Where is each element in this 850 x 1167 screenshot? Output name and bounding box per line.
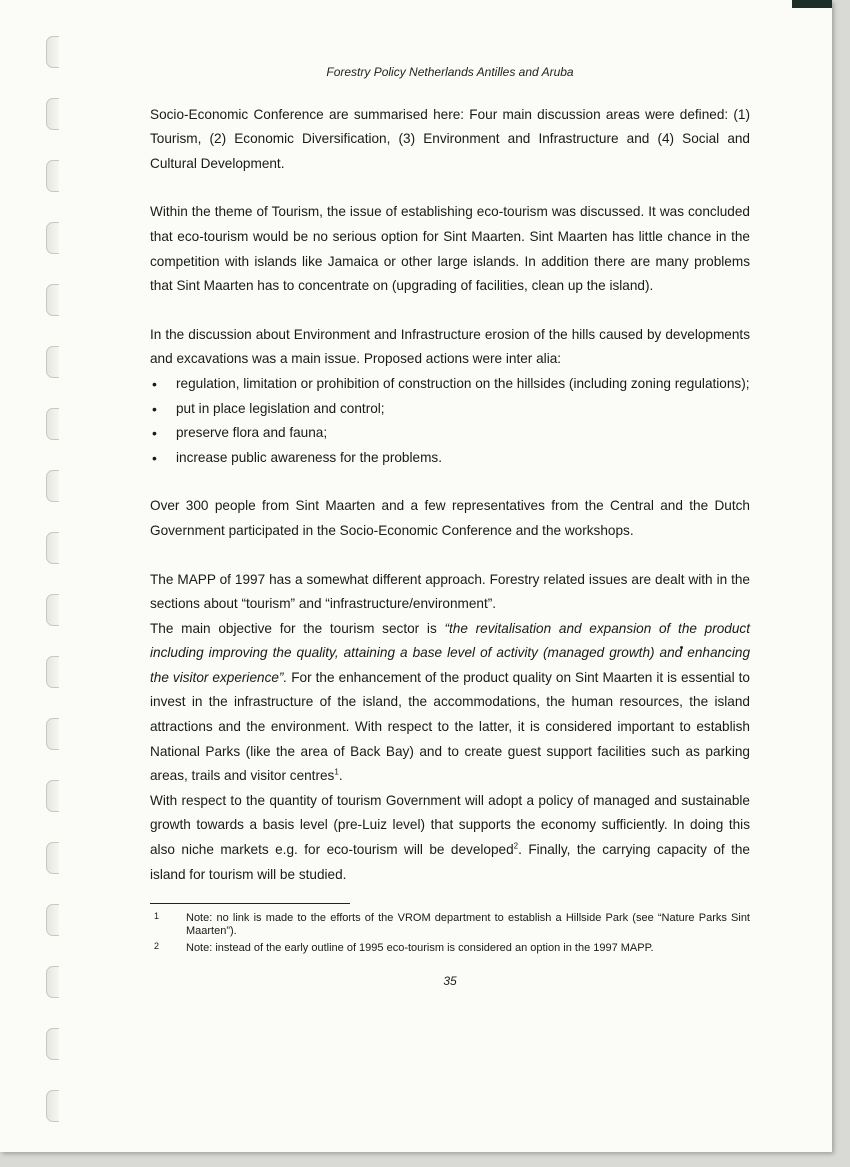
page-content [150, 60, 750, 994]
binding-hole [46, 1090, 59, 1122]
paragraph-mapp-approach: The MAPP of 1997 has a somewhat different approach. Forestry related issues are dealt with in the sections about “tourism” and “infrastructure/environment”. [150, 571, 750, 612]
footnote-mark: 2 [154, 941, 160, 952]
objective-quote: “the revitalisation and expansion of the product including improving the quality, attaining a base level of activity (managed growth) and enhancing the visitor experience”. [150, 620, 750, 685]
binding-holes [42, 26, 68, 1156]
page-number: 35 [443, 974, 457, 989]
bullet-icon: • [152, 400, 157, 417]
binding-hole [46, 1028, 59, 1060]
footnote-ref[interactable]: 2 [513, 841, 519, 851]
paragraph-conference-areas: Socio-Economic Conference are summarised here: Four main discussion areas were defined: (1) Tourism, (2) Economic Diversification, (3) Environment and Infrastructure and (4) Social and Cultural Development. [150, 106, 750, 171]
binding-hole [46, 656, 59, 688]
footnote: 1 Note: no link is made to the efforts of the VROM department to establish a Hillside Park (see “Nature Parks Sint Maarten”). [154, 911, 750, 938]
paragraph-participants: Over 300 people from Sint Maarten and a few representatives from the Central and the Dutch Government participated in the Socio-Economic Conference and the workshops. [150, 498, 750, 538]
binding-hole [46, 36, 59, 68]
binding-hole [46, 966, 59, 998]
paragraph-tourism-objective: The main objective for the tourism sector is “the revitalisation and expansion of the product including improving the quality, attaining a base level of activity (managed growth) and enhancing the visitor experience”. For the enhancement of the product quality on Sint Maarten it is essential to invest in the infrastructure of the island, the accommodations, the human resources, the island attractions and the environment. With respect to the latter, it is considered important to establish National Parks (like the area of Back Bay) and to create guest support facilities such as parking areas, trails and visitor centres$^1$. [150, 620, 750, 784]
paragraph-tourism-theme: Within the theme of Tourism, the issue of establishing eco-tourism was discussed. It was concluded that eco-tourism would be no serious option for Sint Maarten. Sint Maarten has little chance in the competition with islands like Jamaica or other large islands. In addition there are many problems that Sint Maarten has to concentrate on (upgrading of facilities, clean up the island). [150, 204, 750, 294]
footnote-ref[interactable]: 1 [334, 767, 339, 777]
footnote-mark: 1 [154, 911, 160, 922]
binding-hole [46, 470, 59, 502]
paragraph-environment-discussion: In the discussion about Environment and Infrastructure erosion of the hills caused by developments and excavations was a main issue. Proposed actions were inter alia: [150, 326, 750, 367]
binding-hole [46, 222, 59, 254]
scan-edge [792, 0, 832, 8]
bullet-icon: • [152, 375, 157, 392]
list-item: • increase public awareness for the problems. [150, 446, 750, 471]
proposed-actions-list [150, 372, 750, 470]
binding-hole [46, 160, 59, 192]
binding-hole [46, 594, 59, 626]
list-item: • put in place legislation and control; [150, 397, 750, 422]
binding-hole [46, 718, 59, 750]
binding-hole [46, 284, 59, 316]
binding-hole [46, 842, 59, 874]
binding-hole [46, 408, 59, 440]
footnote: 2 Note: instead of the early outline of 1995 eco-tourism is considered an option in the 1997 MAPP. [154, 941, 654, 955]
list-item: • regulation, limitation or prohibition of construction on the hillsides (including zoning regulations); [150, 372, 750, 397]
footnote-divider [150, 903, 350, 904]
list-item: • preserve flora and fauna; [150, 421, 750, 446]
footnotes [150, 912, 750, 955]
bullet-icon: • [152, 425, 157, 442]
binding-hole [46, 346, 59, 378]
bullet-icon: • [152, 449, 157, 466]
binding-hole [46, 780, 59, 812]
binding-hole [46, 904, 59, 936]
paragraph-managed-growth: With respect to the quantity of tourism Government will adopt a policy of managed and sustainable growth towards a basis level (pre-Luiz level) that supports the economy sufficiently. In doing this also niche markets e.g. for eco-tourism will be developed$^2$. Finally, the carrying capacity of the island for tourism will be studied. [150, 792, 750, 882]
binding-hole [46, 532, 59, 564]
binding-hole [46, 98, 59, 130]
running-header: Forestry Policy Netherlands Antilles and Aruba [326, 65, 574, 79]
